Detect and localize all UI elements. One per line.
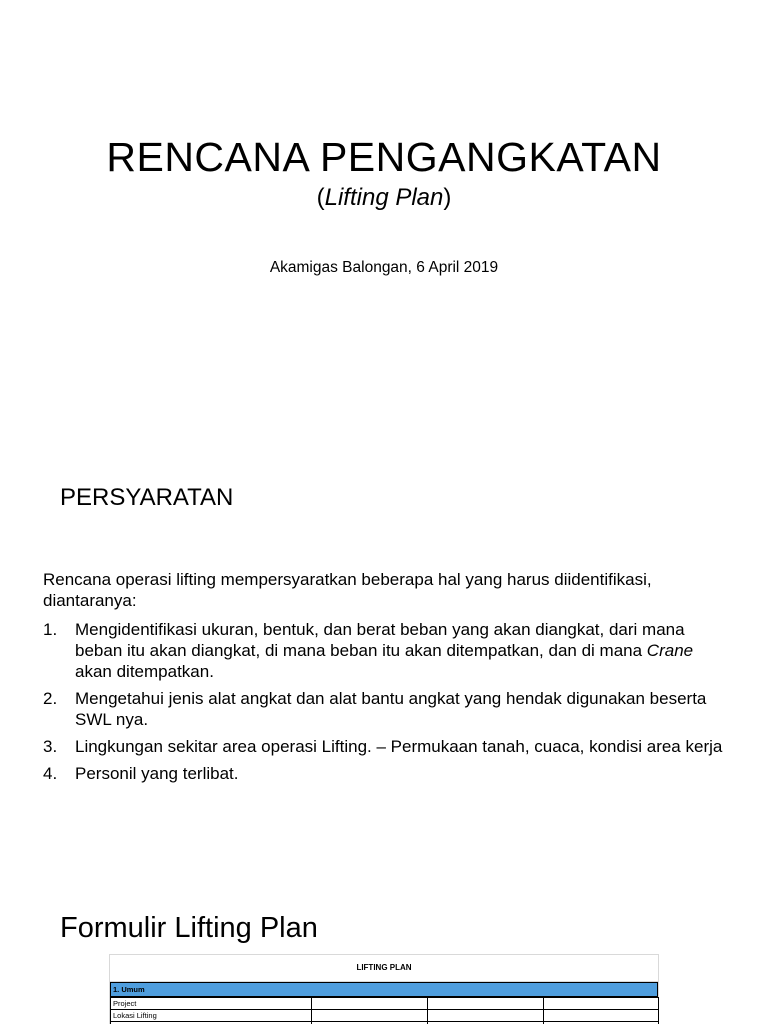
form-section-umum: 1. Umum: [110, 982, 658, 997]
list-text-italic: Crane: [646, 641, 694, 660]
form-cell[interactable]: [428, 998, 544, 1010]
date-line: Akamigas Balongan, 6 April 2019: [269, 259, 499, 276]
list-number: 2.: [43, 689, 58, 708]
form-table: [110, 997, 659, 1024]
row-label-project: Project: [111, 998, 312, 1010]
list-item: [43, 763, 733, 784]
subtitle-italic: Lifting Plan: [324, 184, 444, 211]
row-label-lokasi: Lokasi Lifting: [111, 1010, 312, 1022]
list-item: [43, 736, 733, 757]
table-row: [111, 1010, 659, 1022]
subtitle-close-paren: ): [443, 184, 452, 211]
list-text-part: Mengidentifikasi ukuran, bentuk, dan berat beban yang akan diangkat, dari mana beban itu akan diangkat, di mana beban itu akan ditempatkan, dan di mana: [75, 620, 685, 660]
subtitle-open-paren: (: [316, 184, 325, 211]
form-cell[interactable]: [312, 998, 428, 1010]
list-text: Personil yang terlibat.: [75, 764, 239, 783]
slide-title: [0, 0, 768, 448]
slide-formulir: [0, 875, 768, 1024]
list-number: 1.: [43, 620, 58, 639]
list-text: Lingkungan sekitar area operasi Lifting. – Permukaan tanah, cuaca, kondisi area kerja: [75, 737, 723, 756]
form-cell[interactable]: [544, 998, 659, 1010]
presentation-title: RENCANA PENGANGKATAN: [106, 134, 662, 180]
form-title: LIFTING PLAN: [110, 955, 658, 982]
form-cell[interactable]: [428, 1010, 544, 1022]
slide-persyaratan: [0, 448, 768, 875]
table-row: [111, 998, 659, 1010]
lifting-plan-form: [109, 954, 659, 1024]
list-text: Mengetahui jenis alat angkat dan alat bantu angkat yang hendak digunakan beserta SWL nya.: [75, 689, 707, 729]
list-text-part: akan ditempatkan.: [75, 662, 214, 681]
list-number: 4.: [43, 764, 58, 783]
list-number: 3.: [43, 737, 58, 756]
list-item: [43, 688, 733, 730]
list-text: [75, 619, 733, 682]
formulir-title: Formulir Lifting Plan: [60, 912, 318, 944]
persyaratan-intro: Rencana operasi lifting mempersyaratkan beberapa hal yang harus diidentifikasi, diantaranya:: [43, 570, 652, 610]
form-cell[interactable]: [312, 1010, 428, 1022]
persyaratan-title: PERSYARATAN: [60, 484, 234, 511]
list-item: [43, 619, 733, 682]
requirements-list: [43, 619, 733, 790]
form-cell[interactable]: [544, 1010, 659, 1022]
presentation-subtitle: [0, 182, 768, 214]
